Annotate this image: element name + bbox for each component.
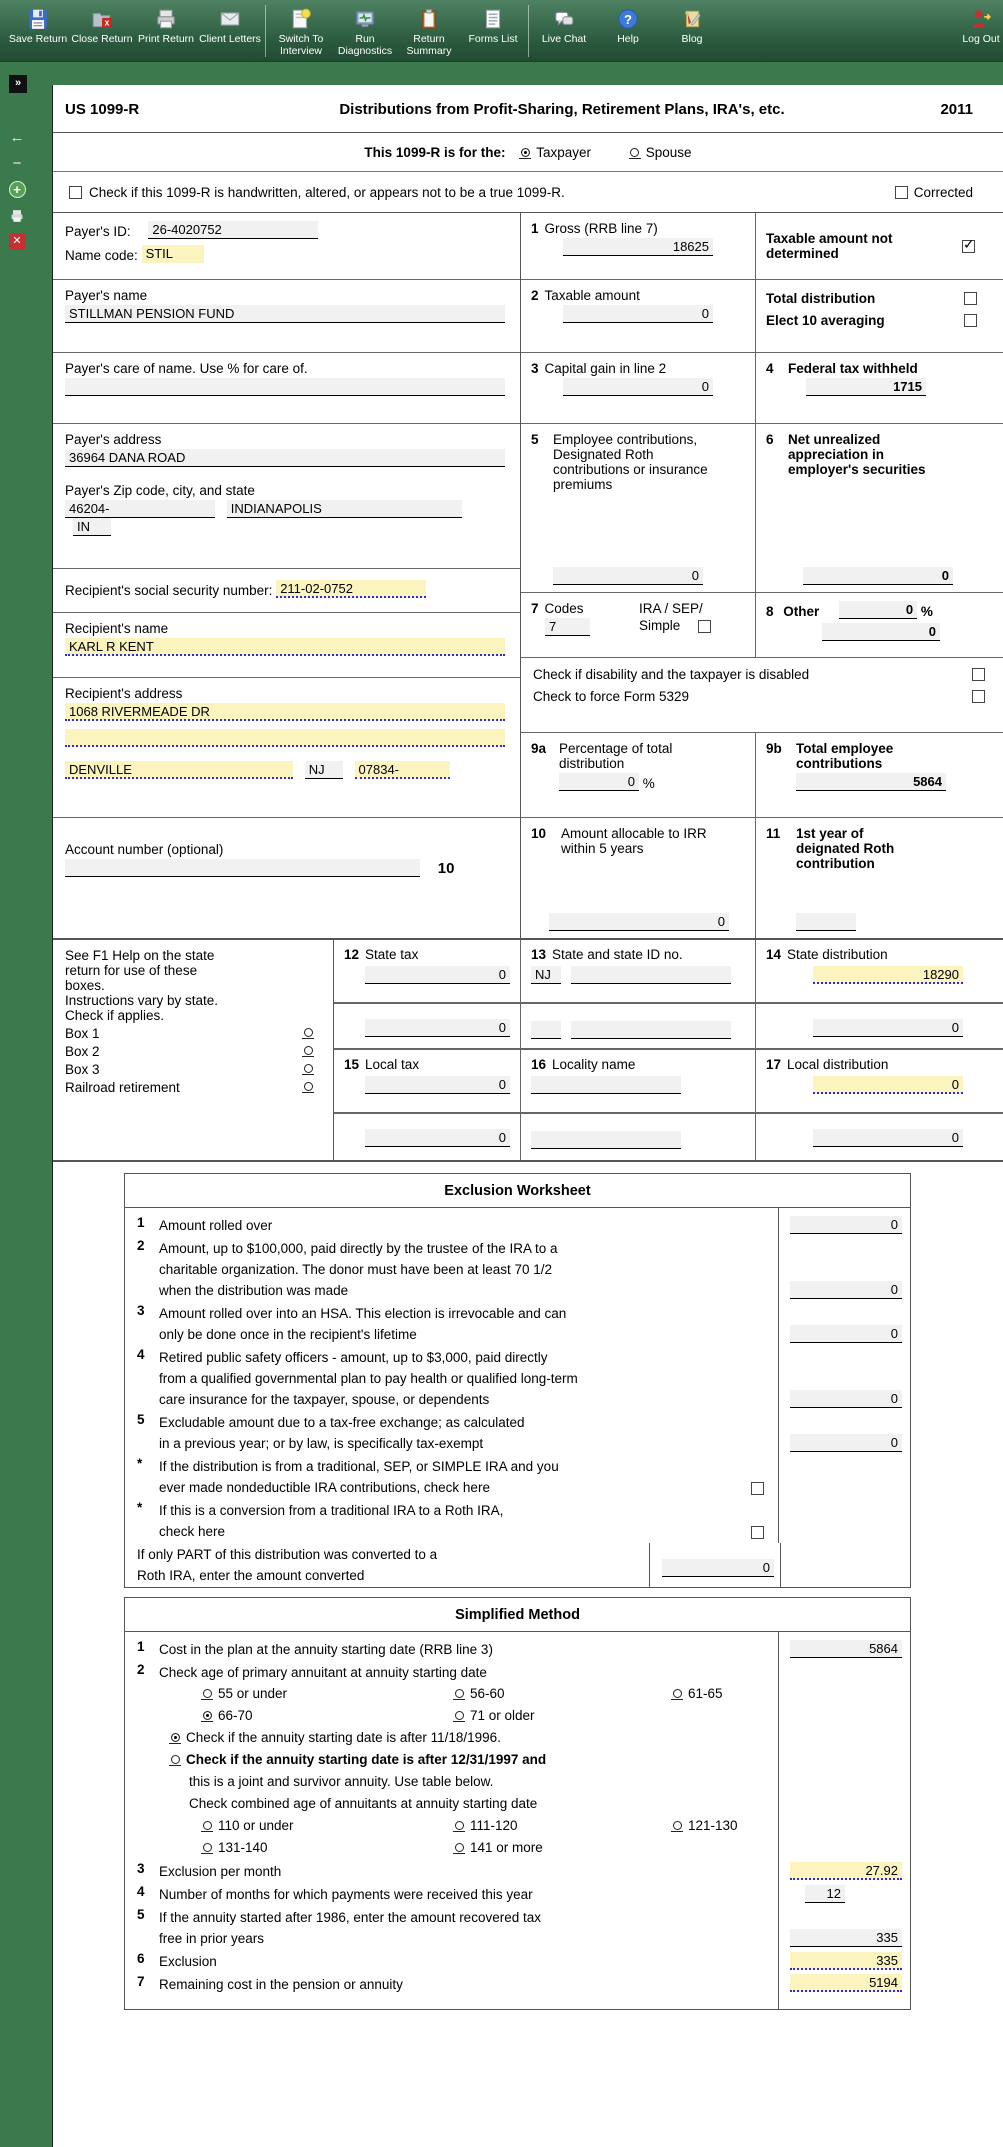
log-out-label: Log Out: [962, 33, 1000, 45]
for-label: This 1099-R is for the:: [364, 145, 506, 160]
state-tax-field-2[interactable]: 0: [365, 1019, 510, 1037]
annuity-after-1996-radio[interactable]: Check if the annuity starting date is after 11/18/1996.: [169, 1727, 768, 1749]
amount-converted-field[interactable]: 0: [662, 1559, 774, 1577]
state-section: [53, 938, 1003, 1162]
chat-icon: [552, 7, 576, 31]
switch-to-interview-button[interactable]: [269, 5, 333, 57]
exclusion-per-month-field[interactable]: 27.92: [790, 1862, 902, 1880]
distribution-cell: [756, 280, 1003, 352]
simple-label: Simple: [639, 618, 681, 633]
exclusion-line-star2: * If this is a conversion from a traditional IRA to a Roth IRA, check here: [125, 1499, 910, 1543]
box9b-label: Total employee contributions: [796, 741, 894, 771]
forms-list-label: Forms List: [468, 33, 518, 45]
box2-cell: 2 Taxable amount 0: [521, 280, 756, 352]
combined-131-140-radio[interactable]: 131-140: [201, 1837, 453, 1859]
for-row: [53, 133, 1003, 172]
exclusion-value-5[interactable]: 0: [790, 1434, 902, 1452]
state-box1-radio[interactable]: [302, 1028, 314, 1039]
print-return-label: Print Return: [137, 33, 195, 45]
railroad-retirement-label: Railroad retirement: [65, 1080, 180, 1095]
save-return-label: Save Return: [8, 33, 68, 45]
toolbar-separator: [528, 5, 529, 57]
form-id: US 1099-R: [65, 101, 140, 118]
local-tax-field-2[interactable]: 0: [365, 1129, 510, 1147]
forms-list-button[interactable]: [461, 5, 525, 45]
simplified-line-4: 4 Number of months for which payments were received this year 12: [125, 1883, 910, 1906]
blog-icon: [680, 7, 704, 31]
payer-name-label: Payer's name: [65, 288, 148, 303]
save-return-button[interactable]: [6, 5, 70, 45]
age-61-65-radio[interactable]: 61-65: [671, 1683, 768, 1705]
handwritten-label: Check if this 1099-R is handwritten, altered, or appears not to be a true 1099-R.: [89, 185, 565, 200]
simplified-line-2: 2 Check age of primary annuitant at annuity starting date 55 or under 56-60 61-65 66-70 71 or older Check if the annuity starting date is after 11/18/1996. Check if the annuity starting date is after 12/31/1997 and this is a joint and survivor annuity. Use table below. Check combined age of annuitants at annuity starting date 110 or under 111-120 121-130 131-140 141 or more: [125, 1661, 910, 1860]
total-distribution-label: Total distribution: [766, 291, 876, 306]
box17-cell-2: [756, 1114, 1003, 1160]
state-box2-radio[interactable]: [302, 1046, 314, 1057]
diagnostics-icon: [353, 7, 377, 31]
box1-label: Gross (RRB line 7): [544, 221, 658, 236]
box9a-cell: 9a Percentage of total distribution 0 %: [521, 733, 756, 817]
taxable-not-determined-label: Taxable amount not determined: [766, 231, 893, 261]
box3-box4-row: [521, 353, 1003, 424]
other-percent-field[interactable]: 0: [839, 601, 917, 619]
state-instructions: See F1 Help on the state return for use of these boxes. Instructions vary by state. Check if applies. Box 1 Box 2 Box 3 Railroad retirement: [53, 940, 334, 1160]
box13-cell-2: [521, 1004, 756, 1050]
box3-label: Capital gain in line 2: [544, 361, 667, 376]
box16-cell: 16 Locality name: [521, 1050, 756, 1114]
force-5329-checkbox[interactable]: [972, 690, 985, 703]
print-icon[interactable]: [9, 207, 26, 224]
box14-cell: 14 State distribution 18290: [756, 940, 1003, 1004]
box1-row: [521, 213, 1003, 280]
live-chat-label: Live Chat: [541, 33, 587, 45]
help-icon: [616, 7, 640, 31]
local-distribution-field-1[interactable]: 0: [813, 1076, 963, 1094]
save-icon: [26, 7, 50, 31]
exclusion-line-4: 4 Retired public safety officers - amount, up to $3,000, paid directly from a qualified governmental plan to pay health or qualified long-term care insurance for the taxpayer, spouse, or dependents 0: [125, 1346, 910, 1411]
payer-id-row: [53, 213, 520, 280]
box13-cell: 13 State and state ID no. NJ: [521, 940, 756, 1004]
close-return-icon: [90, 7, 114, 31]
taxable-not-determined-checkbox[interactable]: [962, 240, 975, 253]
form-1099r: [52, 85, 1003, 2147]
percentage-total-distribution-field[interactable]: 0: [559, 773, 639, 791]
recipient-address-row: [53, 678, 520, 818]
box12-cell: 12 State tax 0: [334, 940, 521, 1004]
exclusion-line-2: 2 Amount, up to $100,000, paid directly by the trustee of the IRA to a charitable organization. The donor must have been at least 70 1/2 when the distribution was made 0: [125, 1237, 910, 1302]
exclusion-line-3: 3 Amount rolled over into an HSA. This election is irrevocable and can only be done once in the recipient's lifetime 0: [125, 1302, 910, 1346]
simplified-line-3: 3 Exclusion per month 27.92: [125, 1860, 910, 1883]
handwritten-row: [53, 172, 1003, 213]
age-66-70-radio[interactable]: 66-70: [201, 1705, 453, 1727]
state-id-field-1[interactable]: [571, 966, 731, 984]
payer-care-label: Payer's care of name. Use % for care of.: [65, 361, 308, 376]
state-box3-label: Box 3: [65, 1062, 100, 1077]
combined-110-radio[interactable]: 110 or under: [201, 1815, 453, 1837]
back-arrow-icon[interactable]: ←: [9, 129, 25, 146]
state-abbr-field-1[interactable]: NJ: [531, 966, 561, 984]
box5-cell: 5 Employee contributions, Designated Roth contributions or insurance premiums 0: [521, 424, 756, 592]
svg-text:?: ?: [624, 11, 632, 27]
simplified-method-title: Simplified Method: [125, 1598, 910, 1632]
capital-gain-field[interactable]: 0: [563, 378, 713, 396]
live-chat-button[interactable]: [532, 5, 596, 45]
exclusion-line-1: 1 Amount rolled over 0: [125, 1208, 910, 1237]
box13-label: State and state ID no.: [552, 947, 683, 962]
form-header: [53, 85, 1003, 133]
name-code-field[interactable]: STIL: [142, 245, 204, 263]
state-abbr-field-2[interactable]: [531, 1021, 561, 1039]
exclusion-line-part: If only PART of this distribution was converted to a Roth IRA, enter the amount converted 0: [125, 1543, 910, 1587]
disability-checkbox[interactable]: [972, 668, 985, 681]
box12-label: State tax: [365, 947, 419, 962]
box16-cell-2: [521, 1114, 756, 1160]
net-unrealized-appreciation-field[interactable]: 0: [803, 567, 953, 585]
recipient-ssn-row: [53, 569, 520, 613]
help-button[interactable]: [596, 5, 660, 45]
taxpayer-radio[interactable]: Taxpayer: [519, 145, 591, 160]
elect-10-averaging-label: Elect 10 averaging: [766, 313, 885, 328]
age-55-radio[interactable]: 55 or under: [201, 1683, 453, 1705]
state-box2-label: Box 2: [65, 1044, 100, 1059]
clipboard-icon: [417, 7, 441, 31]
annuity-after-1997-radio[interactable]: Check if the annuity starting date is after 12/31/1997 and: [169, 1749, 768, 1771]
left-rail: [0, 62, 34, 2147]
box7-box8-row: [521, 593, 1003, 658]
combined-111-120-radio[interactable]: 111-120: [453, 1815, 671, 1837]
spouse-radio[interactable]: Spouse: [629, 145, 692, 160]
total-distribution-checkbox[interactable]: [964, 292, 977, 305]
run-diagnostics-button[interactable]: [333, 5, 397, 57]
months-received-field[interactable]: 12: [805, 1885, 845, 1903]
box11-label: 1st year of deignated Roth contribution: [796, 826, 895, 871]
elect-10-averaging-checkbox[interactable]: [964, 314, 977, 327]
box10-cell: 10 Amount allocable to IRR within 5 years 0: [521, 818, 756, 938]
state-distribution-field-1[interactable]: 18290: [813, 966, 963, 984]
expand-icon[interactable]: »: [9, 75, 27, 93]
gross-field[interactable]: 18625: [563, 238, 713, 256]
account-number-field[interactable]: [65, 859, 420, 877]
forms-list-icon: [481, 7, 505, 31]
recipient-address-label: Recipient's address: [65, 686, 183, 701]
payer-address-label: Payer's address: [65, 432, 162, 447]
state-box1-label: Box 1: [65, 1026, 100, 1041]
box17-cell: 17 Local distribution 0: [756, 1050, 1003, 1114]
envelope-icon: [218, 7, 242, 31]
recipient-name-field[interactable]: KARL R KENT: [65, 638, 505, 656]
state-box3-radio[interactable]: [302, 1064, 314, 1075]
simplified-line-6: 6 Exclusion 335: [125, 1950, 910, 1973]
box2-row: [521, 280, 1003, 353]
payer-name-row: [53, 280, 520, 353]
form-year: 2011: [940, 101, 973, 118]
percent-sign: %: [920, 604, 933, 619]
simplified-line-7: 7 Remaining cost in the pension or annuity 5194: [125, 1973, 910, 2009]
locality-name-field-1[interactable]: [531, 1076, 681, 1094]
box15-cell-2: [334, 1114, 521, 1160]
close-return-label: Close Return: [71, 33, 133, 45]
recipient-name-label: Recipient's name: [65, 621, 169, 636]
total-employee-contributions-field[interactable]: 5864: [796, 773, 946, 791]
box4-label: Federal tax withheld: [788, 361, 918, 376]
payer-state-field[interactable]: IN: [73, 518, 111, 536]
local-tax-field-1[interactable]: 0: [365, 1076, 510, 1094]
print-icon: [154, 7, 178, 31]
recipient-city-field[interactable]: DENVILLE: [65, 761, 293, 779]
exclusion-field[interactable]: 335: [790, 1952, 902, 1970]
nondeductible-ira-checkbox[interactable]: [751, 1482, 764, 1495]
box2-label: Taxable amount: [544, 288, 640, 303]
exclusion-worksheet-title: Exclusion Worksheet: [125, 1174, 910, 1208]
payer-name-field[interactable]: STILLMAN PENSION FUND: [65, 305, 505, 323]
log-out-button[interactable]: [961, 5, 1001, 45]
corrected-label: Corrected: [913, 185, 973, 200]
payer-care-row: [53, 353, 520, 424]
client-letters-label: Client Letters: [199, 33, 261, 45]
print-return-button[interactable]: [134, 5, 198, 45]
railroad-retirement-radio[interactable]: [302, 1082, 314, 1093]
box15-cell: 15 Local tax 0: [334, 1050, 521, 1114]
box5-label: Employee contributions, Designated Roth contributions or insurance premiums: [553, 432, 708, 492]
box8-label: Other: [783, 604, 820, 619]
box17-label: Local distribution: [787, 1057, 889, 1072]
box12-cell-2: [334, 1004, 521, 1050]
close-return-button[interactable]: [70, 5, 134, 45]
box7-label: Codes: [544, 601, 584, 616]
toolbar-separator: [265, 5, 266, 57]
payer-id-field[interactable]: 26-4020752: [148, 221, 318, 239]
recipient-ssn-label: Recipient's social security number:: [65, 583, 273, 598]
disability-row: [521, 658, 1003, 733]
recipient-address-field[interactable]: 1068 RIVERMEADE DR: [65, 703, 505, 721]
remaining-cost-field[interactable]: 5194: [790, 1974, 902, 1992]
payer-care-field[interactable]: [65, 378, 505, 396]
simplified-line-5: 5 If the annuity started after 1986, enter the amount recovered tax free in prior years 335: [125, 1906, 910, 1950]
roth-first-year-field[interactable]: [796, 913, 856, 931]
box15-label: Local tax: [365, 1057, 420, 1072]
help-label: Help: [617, 33, 639, 45]
account-number-label: Account number (optional): [65, 842, 224, 857]
state-tax-field-1[interactable]: 0: [365, 966, 510, 984]
box3-cell: 3 Capital gain in line 2 0: [521, 353, 756, 423]
disability-label: Check if disability and the taxpayer is disabled: [533, 667, 810, 682]
age-56-60-radio[interactable]: 56-60: [453, 1683, 671, 1705]
exclusion-value-1[interactable]: 0: [790, 1216, 902, 1234]
local-distribution-field-2[interactable]: 0: [813, 1129, 963, 1147]
exclusion-line-star1: * If the distribution is from a traditional, SEP, or SIMPLE IRA and you ever made nondeductible IRA contributions, check here: [125, 1455, 910, 1499]
ira-sep-simple-checkbox[interactable]: [698, 620, 711, 633]
roth-conversion-checkbox[interactable]: [751, 1526, 764, 1539]
state-distribution-field-2[interactable]: 0: [813, 1019, 963, 1037]
box11-cell: 11 1st year of deignated Roth contribution: [756, 818, 1003, 938]
blog-button[interactable]: [660, 5, 724, 45]
box6-cell: 6 Net unrealized appreciation in employer's securities 0: [756, 424, 1003, 592]
run-diagnostics-label: Run Diagnostics: [337, 33, 393, 58]
box5-box6-row: [521, 424, 1003, 593]
box9-row: [521, 733, 1003, 818]
minus-icon[interactable]: −: [12, 155, 22, 172]
combined-121-130-radio[interactable]: 121-130: [671, 1815, 768, 1837]
account-number-suffix: 10: [437, 860, 455, 877]
payer-city-field[interactable]: INDIANAPOLIS: [227, 500, 462, 518]
return-summary-button[interactable]: [397, 5, 461, 57]
ira-sep-label: IRA / SEP/: [639, 601, 703, 616]
combined-141-radio[interactable]: 141 or more: [453, 1837, 671, 1859]
switch-to-interview-label: Switch To Interview: [278, 33, 324, 58]
other-amount-field[interactable]: 0: [822, 623, 940, 641]
taxable-amount-field[interactable]: 0: [563, 305, 713, 323]
exclusion-line-5: 5 Excludable amount due to a tax-free exchange; as calculated in a previous year; or by law, is specifically tax-exempt 0: [125, 1411, 910, 1455]
state-id-field-2[interactable]: [571, 1021, 731, 1039]
name-code-label: Name code:: [65, 248, 138, 263]
recipient-name-row: [53, 613, 520, 678]
exclusion-value-3[interactable]: 0: [790, 1325, 902, 1343]
employee-contributions-field[interactable]: 0: [553, 567, 703, 585]
box1-cell: 1 Gross (RRB line 7) 18625: [521, 213, 756, 279]
exclusion-value-2[interactable]: 0: [790, 1281, 902, 1299]
taxable-not-determined-cell: [756, 213, 1003, 279]
box16-label: Locality name: [552, 1057, 636, 1072]
locality-name-field-2[interactable]: [531, 1131, 681, 1149]
payer-zip-field[interactable]: 46204-: [65, 500, 215, 518]
recovered-tax-free-field[interactable]: 335: [790, 1929, 902, 1947]
form-title: Distributions from Profit-Sharing, Retirement Plans, IRA's, etc.: [339, 101, 785, 118]
payer-id-label: Payer's ID:: [65, 224, 131, 239]
log-out-icon: [969, 7, 993, 31]
cost-in-plan-field[interactable]: 5864: [790, 1640, 902, 1658]
blog-label: Blog: [681, 33, 703, 45]
irr-amount-field[interactable]: 0: [549, 913, 729, 931]
close-icon[interactable]: ✕: [9, 233, 26, 250]
box7-cell: 7 Codes 7 IRA / SEP/ Simple: [521, 593, 756, 657]
payer-address-field[interactable]: 36964 DANA ROAD: [65, 449, 505, 467]
box14-cell-2: [756, 1004, 1003, 1050]
exclusion-value-4[interactable]: 0: [790, 1390, 902, 1408]
switch-interview-icon: [289, 7, 313, 31]
box9b-cell: 9b Total employee contributions 5864: [756, 733, 1003, 817]
svg-text:x: x: [104, 17, 110, 28]
box14-label: State distribution: [787, 947, 888, 962]
exclusion-worksheet: [124, 1173, 911, 1588]
recipient-ssn-field[interactable]: 211-02-0752: [276, 580, 426, 598]
payer-address-row: [53, 424, 520, 569]
client-letters-button[interactable]: [198, 5, 262, 45]
recipient-state-field[interactable]: NJ: [305, 761, 343, 779]
box4-cell: 4 Federal tax withheld 1715: [756, 353, 1003, 423]
box6-label: Net unrealized appreciation in employer's securities: [788, 432, 926, 477]
return-summary-label: Return Summary: [406, 33, 452, 58]
corrected-checkbox[interactable]: [895, 186, 908, 199]
handwritten-checkbox[interactable]: [69, 186, 82, 199]
codes-field[interactable]: 7: [545, 618, 590, 636]
box8-cell: 8 Other 0 % 0: [756, 593, 1003, 657]
box10-box11-row: [521, 818, 1003, 938]
add-icon[interactable]: +: [9, 181, 26, 198]
force-5329-label: Check to force Form 5329: [533, 689, 690, 704]
box10-label: Amount allocable to IRR within 5 years: [561, 826, 707, 856]
recipient-address2-field[interactable]: [65, 729, 505, 747]
simplified-line-1: 1 Cost in the plan at the annuity starting date (RRB line 3) 5864: [125, 1632, 910, 1661]
simplified-method: [124, 1597, 911, 2010]
box9a-label: Percentage of total distribution: [559, 741, 673, 771]
account-number-row: [53, 818, 520, 938]
federal-tax-withheld-field[interactable]: 1715: [806, 378, 926, 396]
recipient-zip-field[interactable]: 07834-: [355, 761, 450, 779]
toolbar: [0, 0, 1003, 62]
age-71-radio[interactable]: 71 or older: [453, 1705, 671, 1727]
payer-zip-label: Payer's Zip code, city, and state: [65, 483, 255, 498]
